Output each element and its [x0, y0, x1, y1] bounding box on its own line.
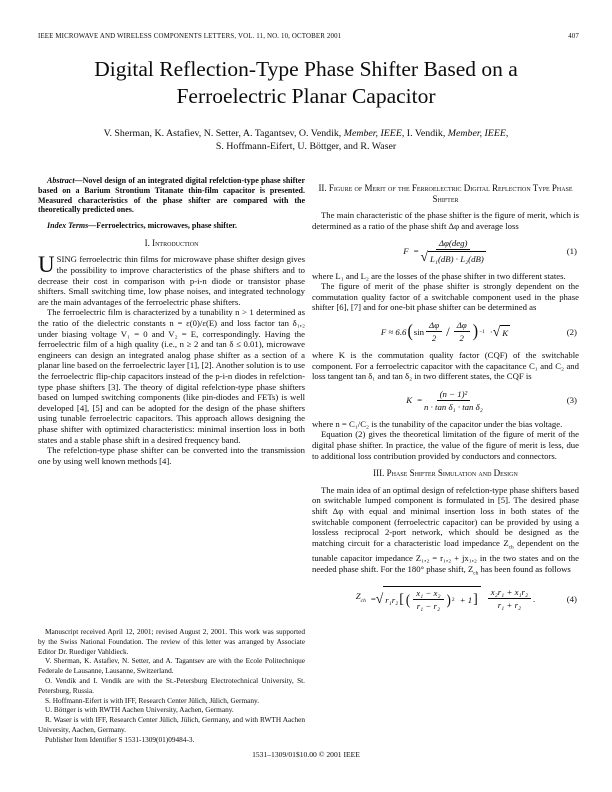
open-paren: (	[407, 321, 413, 341]
footnote-affiliation-spb: O. Vendik and I. Vendik are with the St.-Petersburg Electrotechnical University, St. Petersburg, Russia.	[38, 675, 305, 695]
section-heading-introduction: I. Introduction	[144, 237, 199, 248]
running-head	[38, 33, 579, 40]
sin-function: sin	[413, 326, 425, 337]
drop-cap: U	[38, 252, 55, 278]
footnote-affiliation-waser: R. Waser is with IFF, Research Center Jülich, Jülich, Germany, and with RWTH Aachen University, Aachen, Germany.	[38, 715, 305, 734]
s3-p1-seg1: The main idea of an optimal design of refelction-type phase shifters based on switchable lumped component is formulated in [5]. The desired phase shift Δφ with equal and minimal insertion loss in both states of the switchable component (ferroelectric capacitor) can be provided by using a lossless reciprocal 2-port network, which should be designed as the matching circuit for a characteristic load impedance Z	[312, 484, 579, 548]
paper-title	[0, 56, 612, 109]
paper-title-line2: Ferroelectric Planar Capacitor	[176, 83, 436, 108]
s2-paragraph-5: where n = C₁/C₂ is the tunability of the capacitor under the bias voltage.	[312, 418, 563, 429]
abstract-text: Novel design of an integrated digital refelction-type phase shifter based on a Barium Strontium Titanate thin-film capacitor is presented. Measured characteristics of the phase shifter are compared with the theoretically predicted ones.	[38, 176, 305, 215]
equation-1	[312, 238, 579, 264]
radical-sign: √	[375, 590, 384, 606]
s3-p1-seg2: dependent on the tunable capacitor impedance Z₁,₂ = r₁,₂ + jx₁,₂ in the two states and on the needed phase shift. For the 180° phase shift, Z	[312, 537, 579, 574]
eq2-fraction-1	[426, 320, 442, 343]
author-line1	[0, 128, 612, 141]
member-ieee: Member, IEEE	[343, 128, 402, 139]
eq1-lhs: F	[403, 245, 409, 256]
s2-paragraph-1: The main characteristic of the phase shifter is the figure of merit, which is determined as a ratio of the phase shift Δφ and average loss	[312, 210, 579, 231]
section-heading-simulation-design: III. Phase Shifter Simulation and Design	[373, 468, 518, 479]
intro-paragraph-2: The ferroelectric film is characterized by a tunability n > 1 determined as the ratio of the dielectric constants n = ε(0)/ε(E) and loss factor tan δ₁,₂ under biasing voltage V₁ = 0 and V₂ = E, correspondingly. Having the ferroelectric film of a high quality (i.e., n ≥ 2 and tan δ ≤ 0.01), microwave engineers can design an integrated analog phase shifter as a section of a planar line based on the ferroelectric layer [1], [2]. Another solution is to use the ferroelectric flip-chip capacitors instead of the p-i-n diodes in refelction-type phase shifters [3]. The theory of digital refelction-type phase shifters based on lumped switching components (like pin-diodes and FETs) is well developed [4], [5] and can be adopted for the design of the phase shifters using tunable ferroelectric capacitors. This approach allows designing the phase shifter with optimized characteristics: minimal insertion loss in both states and a stable phase shift in a desired frequency band.	[38, 307, 305, 445]
eq4-outer-num: x₂r₁ + x₁r₂	[488, 587, 531, 599]
footnote-affiliation-iff: S. Hoffmann-Eifert is with IFF, Research Center Jülich, Jülich, Germany.	[45, 695, 260, 705]
eq4-radicand-pre: r₁r₂	[385, 594, 399, 605]
division-slash: /	[446, 323, 450, 339]
close-paren: )	[446, 591, 451, 609]
radical-sign: √	[420, 249, 429, 265]
equation-2	[312, 320, 579, 343]
eq2-number: (2)	[566, 326, 577, 337]
intro-paragraph-1-text: SING ferroelectric thin films for microwave phase shifter design gives the possibility to improve characteristics of the phase shifters and to decrease their cost in comparison with p-i-n diode or transistor phase shifters. Small switching time, low phase noises, and integrated technology are the main advantages of the ferroelectric phase shifters.	[38, 254, 305, 307]
footnote-affiliation-epfl: V. Sherman, K. Astafiev, N. Setter, and A. Tagantsev are with the Ecole Politechnique Federale de Lausanne, Lausanne, Switzerland.	[38, 656, 305, 676]
open-paren: (	[405, 591, 411, 609]
close-paren: )	[472, 321, 479, 341]
eq1-denominator	[421, 250, 486, 264]
eq3-equals: =	[417, 395, 423, 406]
copyright-line: 1531–1309/01$10.00 © 2001 IEEE	[252, 750, 360, 759]
eq4-number: (4)	[566, 593, 577, 604]
eq4-period: .	[533, 593, 536, 604]
zch-subscript: ch	[473, 570, 479, 577]
eq2-lhs: F ≈ 6.6	[380, 326, 407, 337]
equation-4	[312, 586, 579, 612]
s2-paragraph-3: The figure of merit of the phase shifter is strongly dependent on the commutation quality factor of a switchable component used in the phase shifter [6], [7] and for one-bit phase shifter can be determined as	[312, 281, 579, 313]
s2-paragraph-4: where K is the commutation quality factor (CQF) of the switchable component. For a ferroelectric capacitor with the capacitance C₁ and C₂ and loss tangent tan δ₁ and tan δ₂ in two different states, the CQF is	[312, 350, 579, 382]
eq2-radicand: K	[500, 325, 510, 338]
eq3-denominator: n · tan δ₁ · tan δ₂	[424, 401, 483, 412]
eq3-numerator: (n − 1)²	[437, 389, 471, 401]
eq4-lhs	[356, 591, 366, 606]
page-number: 407	[568, 33, 579, 40]
author-names: V. Sherman, K. Astafiev, N. Setter, A. Tagantsev, O. Vendik,	[103, 128, 344, 139]
author-names: ,	[505, 128, 509, 139]
eq2-exponent: −1	[479, 328, 485, 335]
eq2-frac2-num: Δφ	[454, 320, 470, 332]
eq3-lhs: K	[406, 395, 413, 406]
intro-paragraph-3: The refelction-type phase shifter can be converted into the transmission one by using well known methods [4].	[38, 445, 305, 466]
eq3-fraction	[424, 389, 483, 412]
index-terms	[38, 221, 305, 231]
eq3-number: (3)	[566, 395, 577, 406]
footnote-manuscript: Manuscript received April 12, 2001; revised August 2, 2001. This work was supported by the Swiss National Foundation. The review of this letter was arranged by Associate Editor Dr. Ruediger Vahldieck.	[38, 627, 305, 656]
eq4-plus-one: + 1	[459, 594, 473, 605]
s3-paragraph-1	[312, 485, 579, 579]
open-bracket: [	[399, 591, 404, 607]
radical-sign: √	[492, 323, 501, 339]
author-names: , I. Vendik,	[401, 128, 448, 139]
right-column	[312, 176, 579, 618]
index-terms-label: Index Terms—	[47, 221, 97, 231]
first-page-footnote	[38, 627, 305, 745]
close-bracket: ]	[473, 591, 478, 607]
author-list	[0, 128, 612, 153]
eq4-outer-den: r₁ + r₂	[497, 600, 522, 611]
s2-paragraph-2: where L₁ and L₂ are the losses of the phase shifter in two different states.	[312, 270, 566, 281]
eq1-equals: =	[413, 245, 419, 256]
footnote-affiliation-rwth: U. Böttger is with RWTH Aachen University, Aachen, Germany.	[45, 705, 234, 715]
multiplication-dot: ·	[489, 326, 493, 337]
journal-title: IEEE MICROWAVE AND WIRELESS COMPONENTS LETTERS, VOL. 11, NO. 10, OCTOBER 2001	[38, 33, 342, 40]
eq4-inner-exponent: 2	[451, 596, 455, 603]
paper-title-line1: Digital Reflection-Type Phase Shifter Based on a	[94, 57, 518, 81]
section-heading-figure-of-merit: II. Figure of Merit of the Ferroelectric Digital Reflection Type Phase Shifter	[318, 183, 573, 204]
eq2-frac1-den: 2	[431, 333, 437, 344]
eq4-inner-den: r₁ − r₂	[416, 601, 441, 612]
abstract-label: Abstract—	[47, 176, 83, 185]
eq1-radicand: L₁(dB) · L₂(dB)	[428, 251, 486, 264]
intro-paragraph-1	[38, 254, 305, 307]
eq4-lhs-base: Z	[355, 591, 361, 602]
equation-3	[312, 389, 579, 412]
eq4-inner-num: x₁ − x₂	[413, 588, 443, 600]
index-terms-text: Ferroelectrics, microwaves, phase shifter.	[96, 221, 237, 231]
eq1-numerator: Δφ(deg)	[436, 238, 471, 250]
left-column	[38, 176, 305, 466]
member-ieee: Member, IEEE	[447, 128, 506, 139]
abstract	[38, 176, 305, 215]
eq1-number: (1)	[566, 245, 577, 256]
eq2-frac2-den: 2	[459, 333, 464, 344]
eq4-lhs-sub: ch	[360, 598, 366, 605]
eq4-inner-fraction	[413, 588, 443, 611]
eq2-fraction-2	[454, 320, 470, 343]
eq1-fraction	[421, 238, 486, 264]
zch-subscript: ch	[508, 544, 514, 551]
eq4-equals: =	[370, 593, 376, 604]
s3-p1-seg3: has been found as follows	[478, 563, 571, 574]
s2-paragraph-6: Equation (2) gives the theoretical limitation of the figure of merit of the digital phase shifter. In practice, the value of the figure of merit is less, due to additional loss contribution provided by conductors and connectors.	[312, 429, 579, 461]
eq4-radicand	[383, 586, 481, 612]
footnote-publisher-id: Publisher Item Identifier S 1531-1309(01)09484-3.	[45, 734, 195, 744]
eq4-outer-fraction	[488, 587, 531, 610]
eq2-frac1-num: Δφ	[426, 320, 442, 332]
author-line2: S. Hoffmann-Eifert, U. Böttger, and R. Waser	[215, 140, 397, 152]
